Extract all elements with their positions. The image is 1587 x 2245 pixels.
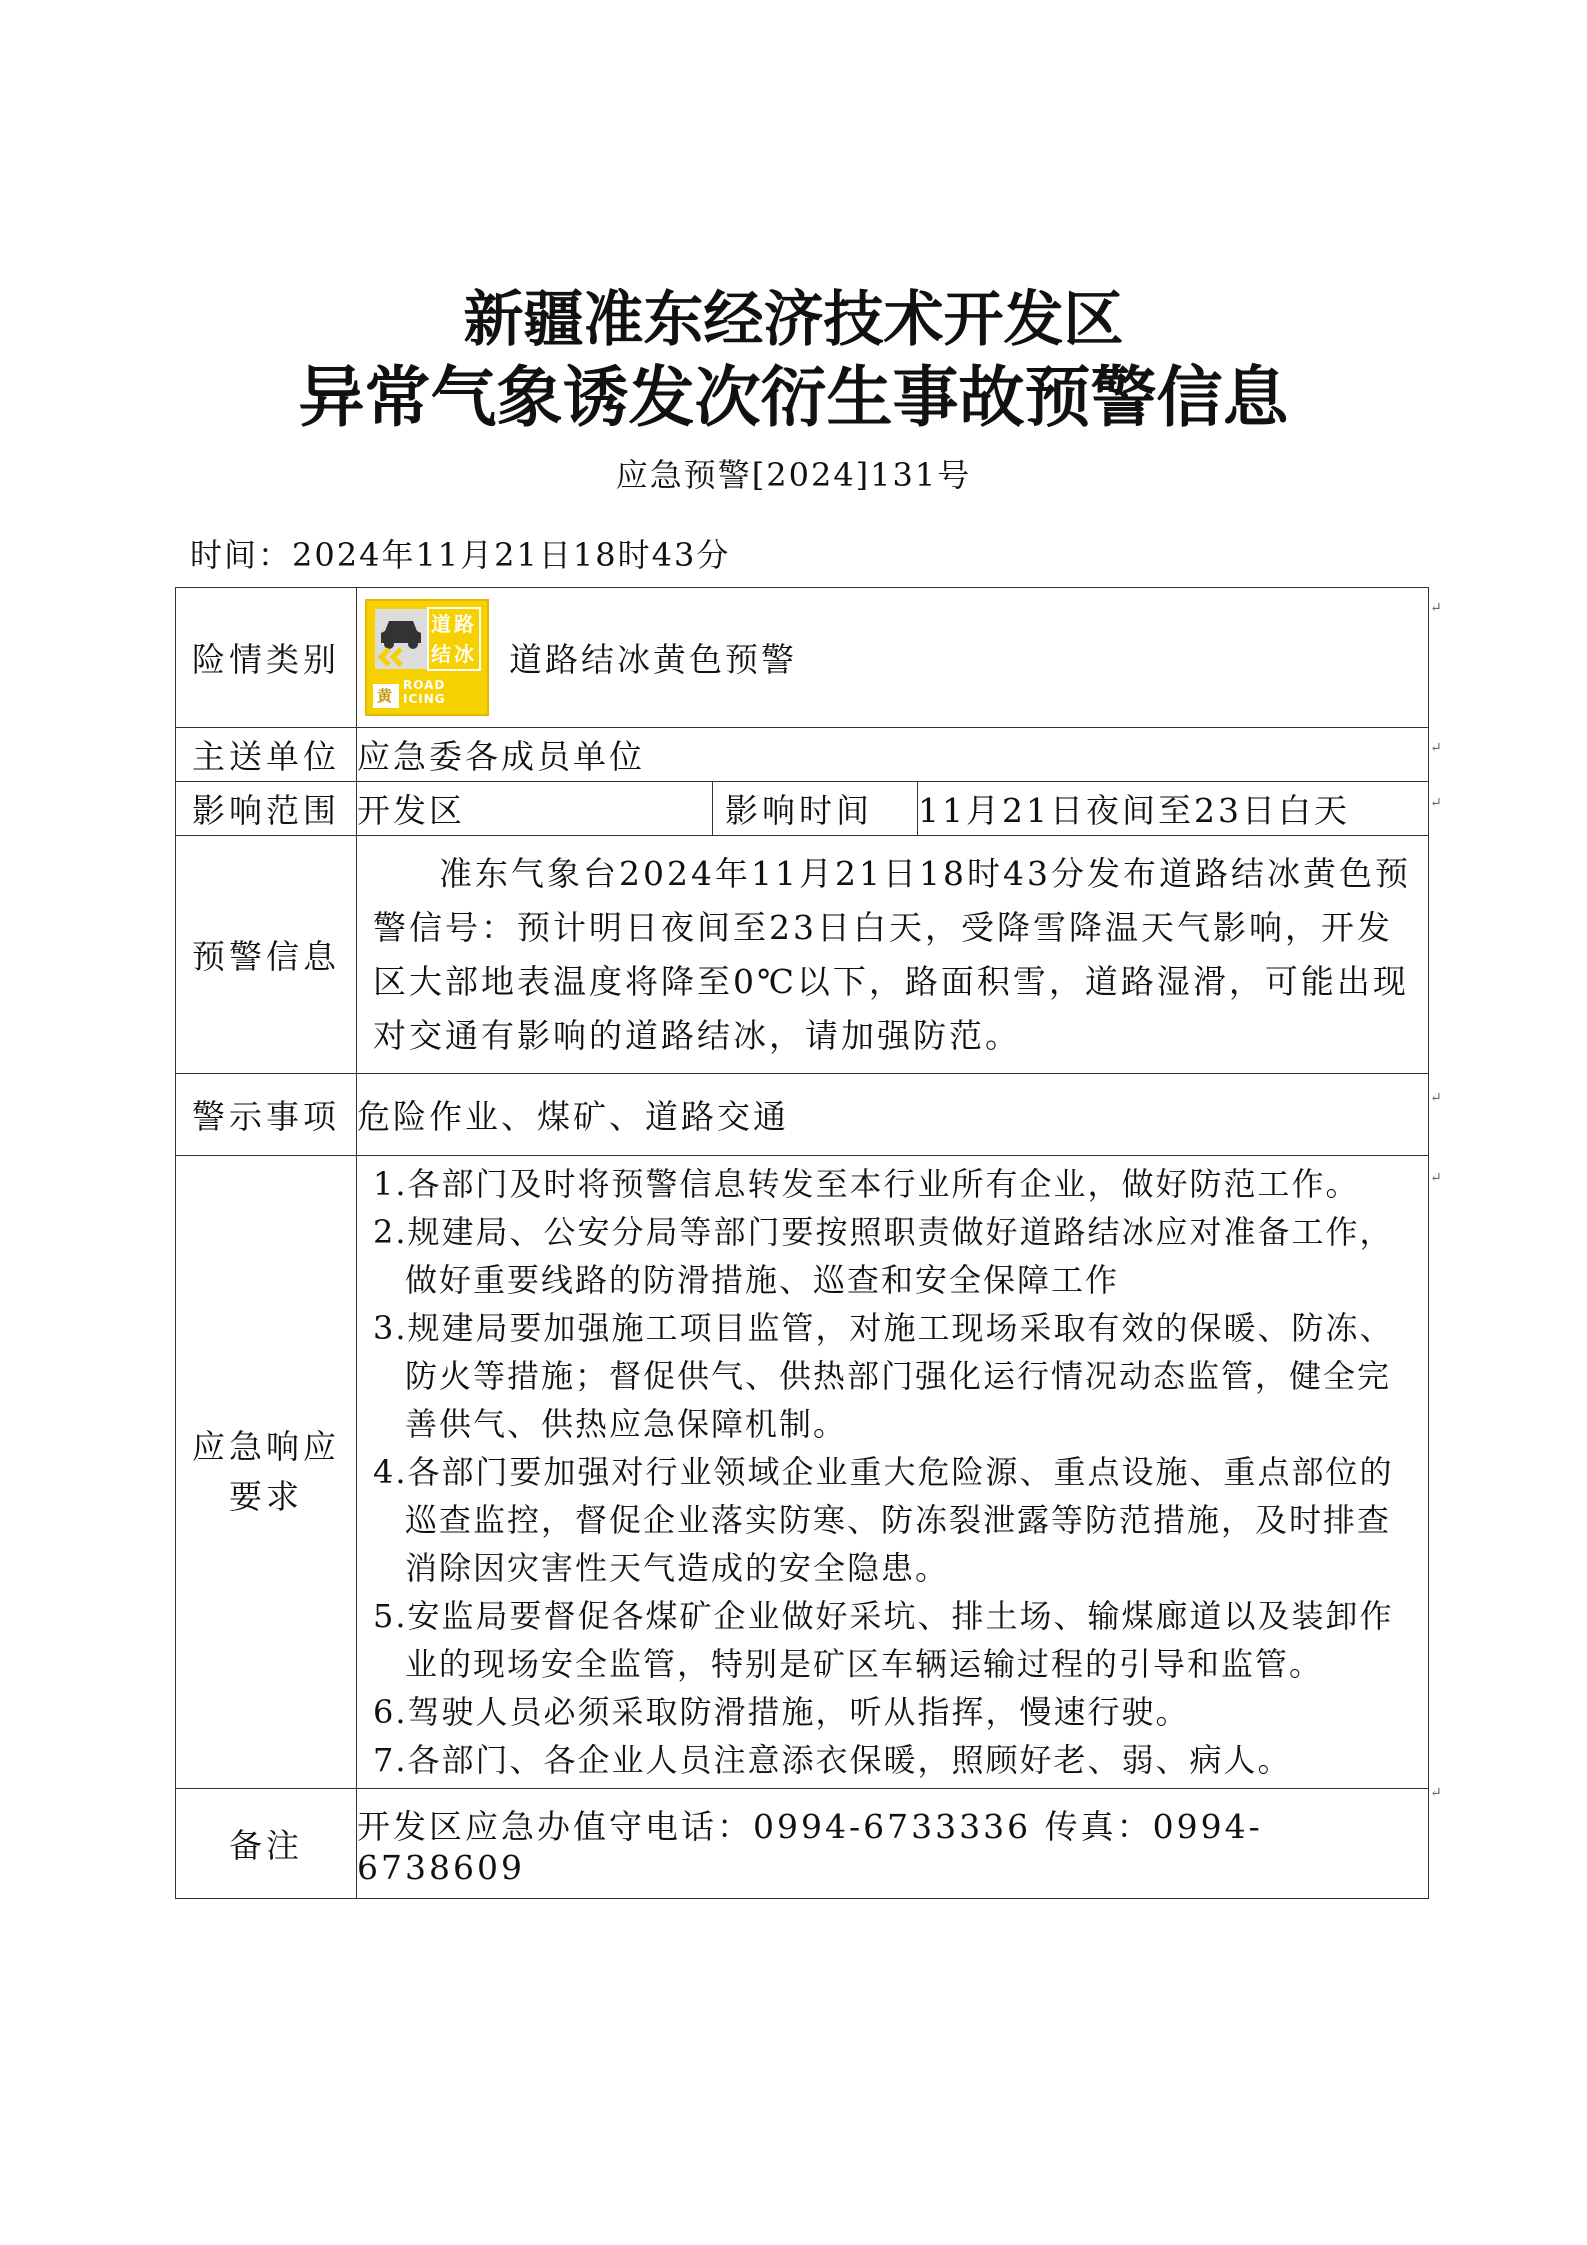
risk-type-value: 道路结冰黄色预警 <box>509 640 797 679</box>
list-item: 5.安监局要督促各煤矿企业做好采坑、排土场、输煤廊道以及装卸作业的现场安全监管，特别是矿区车辆运输过程的引导和监管。 <box>373 1597 1394 1683</box>
list-item: 3.规建局要加强施工项目监管，对施工现场采取有效的保暖、防冻、防火等措施；督促供气、供热部门强化运行情况动态监管，健全完善供气、供热应急保障机制。 <box>373 1309 1394 1443</box>
document-number: 应急预警[2024]131号 <box>615 456 972 494</box>
paragraph-mark-icon: ↵ <box>1430 600 1442 616</box>
list-item: 4.各部门要加强对行业领域企业重大危险源、重点设施、重点部位的巡查监控，督促企业落实防寒、防冻裂泄露等防范措施，及时排查消除因灾害性天气造成的安全隐患。 <box>373 1453 1394 1587</box>
road-icing-yellow-signal-icon <box>365 599 489 716</box>
row-response <box>176 1156 1429 1789</box>
alert-items-value: 危险作业、煤矿、道路交通 <box>357 1074 1429 1156</box>
risk-type-label: 险情类别 <box>176 588 357 728</box>
signal-english: ROAD ICING <box>403 678 446 706</box>
signal-chars: 道路 结冰 <box>427 607 481 671</box>
risk-type-cell <box>357 588 1429 728</box>
paragraph-mark-icon: ↵ <box>1430 740 1442 756</box>
car-skid-icon <box>375 609 427 669</box>
recipients-value: 应急委各成员单位 <box>357 728 1429 782</box>
row-risk-type <box>176 588 1429 728</box>
row-impact <box>176 782 1429 836</box>
impact-time-label: 影响时间 <box>713 782 918 836</box>
signal-level: 黄 <box>373 684 399 708</box>
remarks-value: 开发区应急办值守电话：0994-6733336 传真：0994-6738609 <box>357 1789 1429 1899</box>
impact-time-value: 11月21日夜间至23日白天 <box>918 782 1429 836</box>
list-item: 7.各部门、各企业人员注意添衣保暖，照顾好老、弱、病人。 <box>373 1741 1292 1779</box>
paragraph-mark-icon: ↵ <box>1430 1170 1442 1186</box>
list-item: 6.驾驶人员必须采取防滑措施，听从指挥，慢速行驶。 <box>373 1693 1190 1731</box>
document-title-line1: 新疆准东经济技术开发区 <box>463 285 1124 355</box>
paragraph-mark-icon: ↵ <box>1430 1785 1442 1801</box>
warning-info-cell <box>357 836 1429 1074</box>
warning-table <box>175 587 1429 1899</box>
impact-scope-label: 影响范围 <box>176 782 357 836</box>
response-label: 应急响应 要求 <box>176 1156 357 1789</box>
list-item: 1.各部门及时将预警信息转发至本行业所有企业，做好防范工作。 <box>373 1165 1360 1203</box>
warning-info-text: 准东气象台2024年11月21日18时43分发布道路结冰黄色预警信号：预计明日夜间至23日白天，受降雪降温天气影响，开发区大部地表温度将降至0℃以下，路面积雪，道路湿滑，可能出现对交通有影响的道路结冰，请加强防范。 <box>373 853 1411 1055</box>
paragraph-mark-icon: ↵ <box>1430 795 1442 811</box>
paragraph-mark-icon: ↵ <box>1430 1090 1442 1106</box>
remarks-label: 备注 <box>176 1789 357 1899</box>
response-cell <box>357 1156 1429 1789</box>
row-alert-items <box>176 1074 1429 1156</box>
row-remarks <box>176 1789 1429 1899</box>
document-title-line2: 异常气象诱发次衍生事故预警信息 <box>298 359 1289 436</box>
list-item: 2.规建局、公安分局等部门要按照职责做好道路结冰应对准备工作，做好重要线路的防滑措施、巡查和安全保障工作 <box>373 1213 1394 1299</box>
row-recipients <box>176 728 1429 782</box>
response-list <box>371 1156 1428 1788</box>
issue-time: 时间：2024年11月21日18时43分 <box>190 536 731 574</box>
row-warning-info <box>176 836 1429 1074</box>
impact-scope-value: 开发区 <box>357 782 713 836</box>
warning-info-label: 预警信息 <box>176 836 357 1074</box>
recipients-label: 主送单位 <box>176 728 357 782</box>
alert-items-label: 警示事项 <box>176 1074 357 1156</box>
